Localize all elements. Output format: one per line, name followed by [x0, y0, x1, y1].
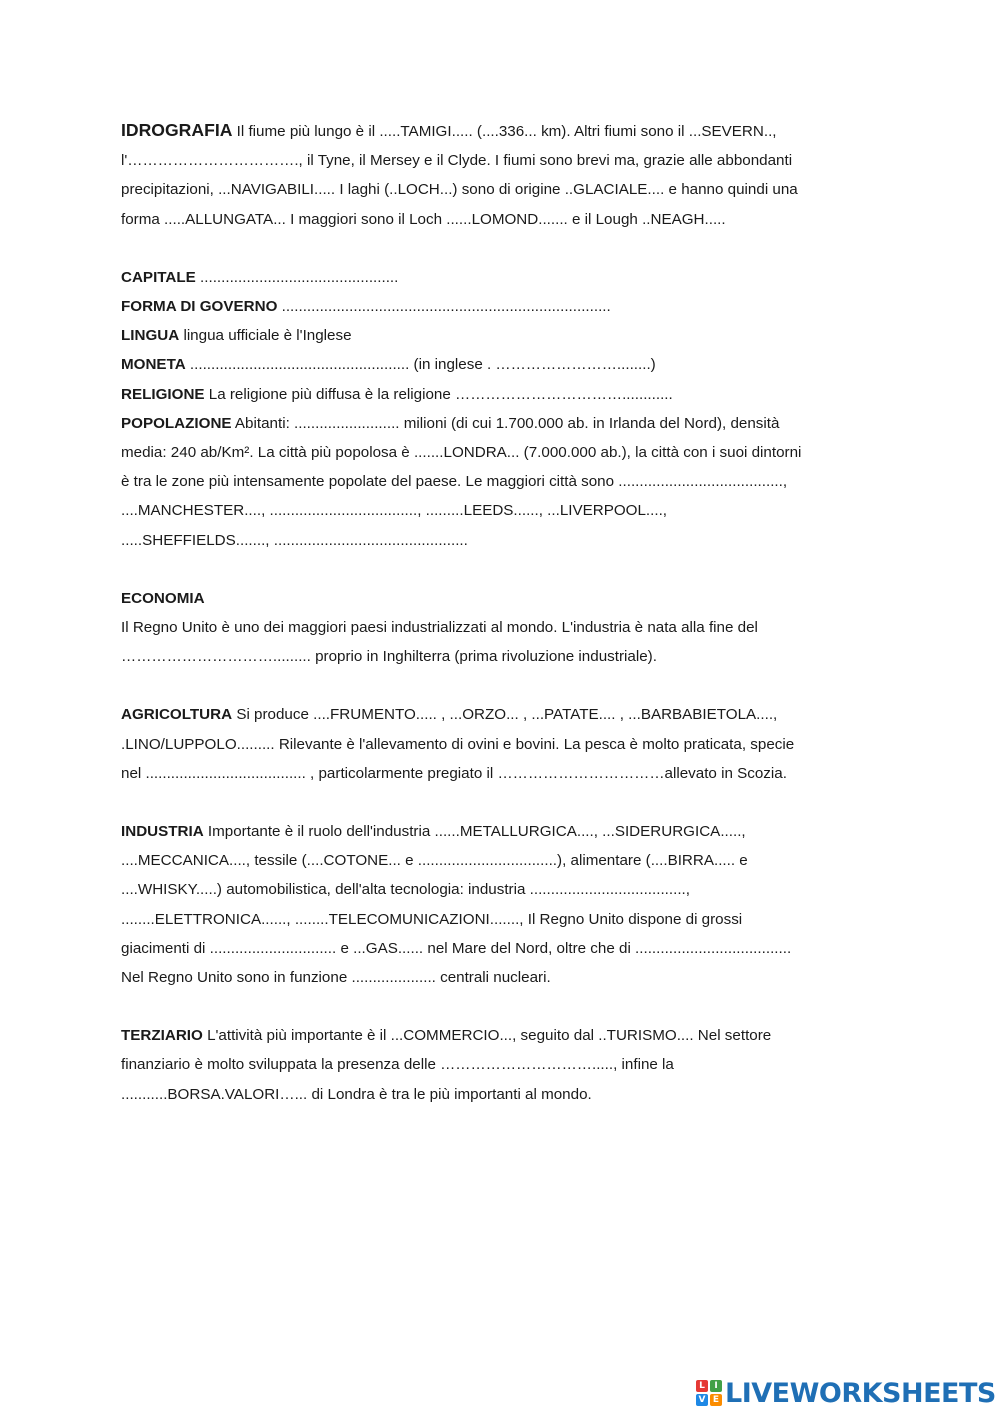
agricoltura-line-2: .LINO/LUPPOLO......... Rilevante è l'allevamento di ovini e bovini. La pesca è molto praticata, specie [121, 735, 795, 753]
economia-line-2: …………………………......... proprio in Inghilterra (prima rivoluzione industriale). [121, 648, 657, 666]
industria-heading: INDUSTRIA [121, 823, 204, 841]
agricoltura-line-1: AGRICOLTURA Si produce ....FRUMENTO..... , ...ORZO... , ...PATATE.... , ...BARBABIETOLA...., [121, 706, 778, 724]
popolazione-line-2: media: 240 ab/Km². La città più popolosa è .......LONDRA... (7.000.000 ab.), la città con i suoi dintorni [121, 444, 802, 462]
agricoltura-line-3: nel ...................................... , particolarmente pregiato il ……………………………allevato in Scozia. [121, 764, 787, 782]
popolazione-line-3: è tra le zone più intensamente popolate del paese. Le maggiori città sono ......................................., [121, 473, 788, 491]
terziario-heading: TERZIARIO [121, 1027, 203, 1045]
economia-heading: ECONOMIA [121, 589, 205, 607]
logo-block-e: E [710, 1394, 722, 1406]
industria-line-1: INDUSTRIA Importante è il ruolo dell'industria ......METALLURGICA...., ...SIDERURGICA....., [121, 823, 746, 841]
popolazione-line-5: .....SHEFFIELDS......., .............................................. [121, 531, 468, 549]
lingua-line: LINGUA lingua ufficiale è l'Inglese [121, 327, 352, 345]
liveworksheets-logo [696, 1378, 996, 1408]
worksheet [121, 116, 881, 1109]
logo-block-v: V [696, 1394, 708, 1406]
industria-line-3: ....WHISKY.....) automobilistica, dell'alta tecnologia: industria ....................................., [121, 881, 690, 899]
logo-block-l: L [696, 1380, 708, 1392]
capitale-label: CAPITALE [121, 268, 196, 286]
terziario-line-2: finanziario è molto sviluppata la presenza delle …………………………....., infine la [121, 1056, 674, 1074]
capitale-line: CAPITALE ............................................... [121, 268, 399, 286]
religione-line: RELIGIONE La religione più diffusa è la religione ……………………………............ [121, 385, 673, 403]
popolazione-line-4: ....MANCHESTER...., ..................................., .........LEEDS......, ...LIVERPOOL...., [121, 502, 668, 520]
agricoltura-heading: AGRICOLTURA [121, 706, 233, 724]
idrografia-line-2: l'……………………………., il Tyne, il Mersey e il Clyde. I fiumi sono brevi ma, grazie alle abbondanti [121, 152, 793, 170]
economia-line-1: Il Regno Unito è uno dei maggiori paesi industrializzati al mondo. L'industria è nata alla fine del [121, 619, 758, 637]
religione-label: RELIGIONE [121, 385, 205, 403]
idrografia-heading: IDROGRAFIA [121, 120, 233, 140]
idrografia-line-4: forma .....ALLUNGATA... I maggiori sono il Loch ......LOMOND....... e il Lough ..NEAGH..... [121, 210, 726, 228]
lingua-label: LINGUA [121, 327, 180, 345]
industria-line-6: Nel Regno Unito sono in funzione .................... centrali nucleari. [121, 969, 551, 987]
governo-line: FORMA DI GOVERNO .............................................................................. [121, 298, 611, 316]
popolazione-line-1: POPOLAZIONE Abitanti: ......................... milioni (di cui 1.700.000 ab. in Irlanda del Nord), densità [121, 414, 780, 432]
logo-block-i: I [710, 1380, 722, 1392]
popolazione-label: POPOLAZIONE [121, 414, 232, 432]
moneta-label: MONETA [121, 356, 186, 374]
terziario-line-3: ...........BORSA.VALORI…... di Londra è tra le più importanti al mondo. [121, 1085, 592, 1103]
logo-blocks-icon [696, 1380, 722, 1406]
idrografia-line-1: IDROGRAFIA Il fiume più lungo è il .....TAMIGI..... (....336... km). Altri fiumi sono il ...SEVERN.., [121, 120, 777, 140]
idrografia-line-3: precipitazioni, ...NAVIGABILI..... I laghi (..LOCH...) sono di origine ..GLACIALE.... e hanno quindi una [121, 181, 798, 199]
industria-line-4: ........ELETTRONICA......, ........TELECOMUNICAZIONI......., Il Regno Unito dispone di grossi [121, 910, 743, 928]
logo-text: LIVEWORKSHEETS [725, 1377, 996, 1409]
industria-line-2: ....MECCANICA...., tessile (....COTONE... e .................................), alimentare (....BIRRA..... e [121, 852, 748, 870]
governo-label: FORMA DI GOVERNO [121, 298, 278, 316]
moneta-line: MONETA .................................................... (in inglese . ……………………........) [121, 356, 656, 374]
terziario-line-1: TERZIARIO L'attività più importante è il ...COMMERCIO..., seguito dal ..TURISMO.... Nel settore [121, 1027, 772, 1045]
industria-line-5: giacimenti di .............................. e ...GAS...... nel Mare del Nord, oltre che di ..................................... [121, 939, 792, 957]
